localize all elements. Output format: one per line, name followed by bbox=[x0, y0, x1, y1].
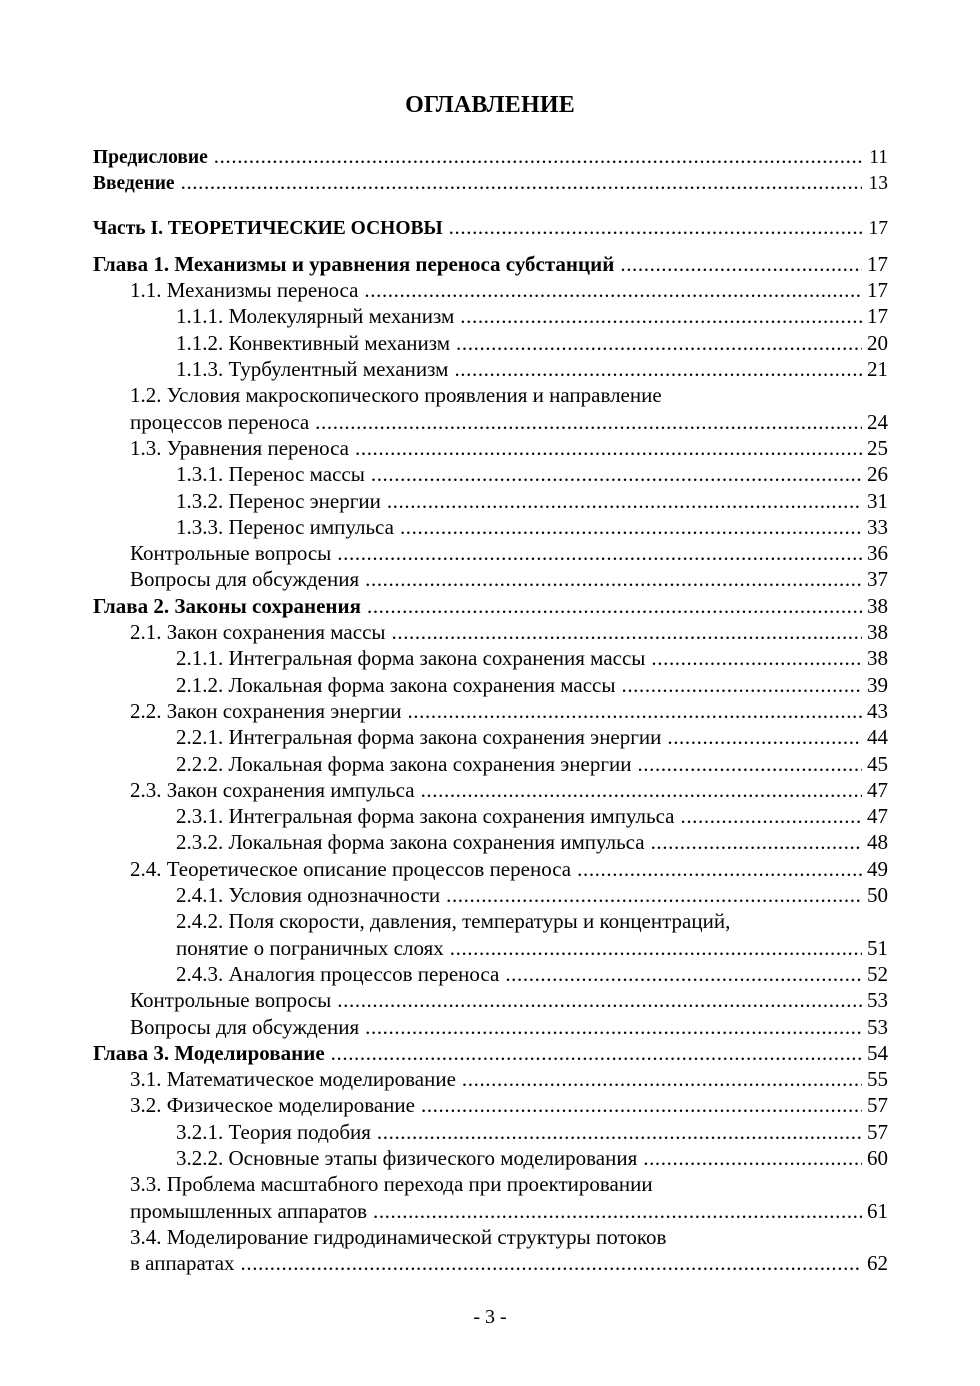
dot-leader bbox=[667, 724, 862, 750]
toc-page-number: 50 bbox=[867, 883, 888, 908]
toc-page-number: 45 bbox=[867, 751, 888, 776]
toc-entry bbox=[93, 961, 888, 987]
toc-page-number: 53 bbox=[867, 1014, 888, 1039]
toc-page-number: 49 bbox=[867, 856, 888, 881]
dot-leader bbox=[337, 540, 862, 566]
toc-page-number: 38 bbox=[867, 593, 888, 618]
toc-entry bbox=[93, 277, 888, 303]
dot-leader bbox=[621, 672, 862, 698]
toc-entry-text: Глава 2. Законы сохранения bbox=[93, 593, 361, 618]
toc-entry bbox=[93, 1224, 888, 1250]
toc-entry bbox=[93, 356, 888, 382]
toc-page-number: 57 bbox=[867, 1093, 888, 1118]
dot-leader bbox=[337, 987, 862, 1013]
toc-entry bbox=[93, 540, 888, 566]
toc-page-number: 47 bbox=[867, 777, 888, 802]
toc-page-number: 44 bbox=[867, 725, 888, 750]
dot-leader bbox=[392, 619, 863, 645]
dot-leader bbox=[355, 435, 862, 461]
toc-entry bbox=[93, 882, 888, 908]
toc-page-number: 17 bbox=[868, 217, 888, 239]
toc-entry bbox=[93, 1040, 888, 1066]
toc-entry-text: 3.2.1. Теория подобия bbox=[176, 1119, 371, 1144]
toc-entry-text: 2.4.3. Аналогия процессов переноса bbox=[176, 961, 500, 986]
dot-leader bbox=[505, 961, 862, 987]
toc-entry-text: 1.1. Механизмы переноса bbox=[130, 278, 359, 303]
toc-entry-text: 2.3. Закон сохранения импульса bbox=[130, 777, 415, 802]
dot-leader bbox=[181, 169, 862, 195]
toc-entry-text: в аппаратах bbox=[130, 1251, 235, 1276]
dot-leader bbox=[373, 1198, 862, 1224]
dot-leader bbox=[377, 1119, 862, 1145]
toc-page-number: 17 bbox=[867, 251, 888, 276]
toc-entry bbox=[93, 1250, 888, 1276]
toc-entry-text: 1.3.2. Перенос энергии bbox=[176, 488, 381, 513]
toc-entry-text: Глава 1. Механизмы и уравнения переноса субстанций bbox=[93, 251, 615, 276]
toc-entry-text: 2.1.1. Интегральная форма закона сохранения массы bbox=[176, 646, 646, 671]
toc-entry-text: 1.1.1. Молекулярный механизм bbox=[176, 304, 455, 329]
toc-entry bbox=[93, 566, 888, 592]
toc-page-number: 38 bbox=[867, 646, 888, 671]
toc-entry-text: 2.4.2. Поля скорости, давления, температуры и концентраций, bbox=[176, 909, 731, 934]
toc-page-number: 47 bbox=[867, 804, 888, 829]
toc-entry bbox=[93, 935, 888, 961]
toc-page-number: 62 bbox=[867, 1251, 888, 1276]
dot-leader bbox=[365, 1014, 862, 1040]
toc-page-number: 54 bbox=[867, 1040, 888, 1065]
toc-entry bbox=[93, 619, 888, 645]
toc-entry-text: 2.4. Теоретическое описание процессов переноса bbox=[130, 856, 572, 881]
toc-entry-text: 3.3. Проблема масштабного перехода при проектировании bbox=[130, 1172, 653, 1197]
toc-entry-text: 2.1. Закон сохранения массы bbox=[130, 620, 386, 645]
toc-entry bbox=[93, 1198, 888, 1224]
toc-entry-text: 3.2.2. Основные этапы физического моделирования bbox=[176, 1145, 638, 1170]
toc-entry-text: 1.2. Условия макроскопического проявления и направление bbox=[130, 383, 662, 408]
toc-entry-text: 1.3.1. Перенос массы bbox=[176, 462, 365, 487]
toc-entry bbox=[93, 593, 888, 619]
toc-entry-text: 2.3.1. Интегральная форма закона сохранения импульса bbox=[176, 804, 675, 829]
dot-leader bbox=[680, 803, 862, 829]
toc-entry bbox=[93, 214, 888, 240]
toc-entry-text: 2.2. Закон сохранения энергии bbox=[130, 698, 402, 723]
dot-leader bbox=[651, 645, 862, 671]
toc-page-number: 37 bbox=[867, 567, 888, 592]
toc-page-number: 55 bbox=[867, 1067, 888, 1092]
toc-entry-text: 1.3.3. Перенос импульса bbox=[176, 514, 394, 539]
dot-leader bbox=[620, 251, 862, 277]
toc-entry bbox=[93, 409, 888, 435]
toc-entry-text: 1.1.2. Конвективный механизм bbox=[176, 330, 451, 355]
toc-page-number: 11 bbox=[869, 147, 888, 168]
toc-page-number: 51 bbox=[867, 935, 888, 960]
dot-leader bbox=[421, 1092, 862, 1118]
toc-entry-text: 2.1.2. Локальная форма закона сохранения массы bbox=[176, 672, 616, 697]
toc-page-number: 43 bbox=[867, 698, 888, 723]
toc-entry bbox=[93, 1092, 888, 1118]
dot-leader bbox=[577, 856, 862, 882]
dot-leader bbox=[387, 488, 862, 514]
toc-page-number: 26 bbox=[867, 462, 888, 487]
toc-entry bbox=[93, 724, 888, 750]
toc-entry bbox=[93, 1014, 888, 1040]
dot-leader bbox=[450, 935, 862, 961]
toc-entry-text: Вопросы для обсуждения bbox=[130, 567, 360, 592]
page-title: ОГЛАВЛЕНИЕ bbox=[405, 92, 575, 118]
toc-entry-text: 2.2.2. Локальная форма закона сохранения энергии bbox=[176, 751, 632, 776]
dot-leader bbox=[367, 593, 862, 619]
toc-entry-text: Контрольные вопросы bbox=[130, 541, 332, 566]
dot-leader bbox=[421, 777, 862, 803]
toc-entry bbox=[93, 698, 888, 724]
toc-entry bbox=[93, 143, 888, 169]
toc-entry bbox=[93, 169, 888, 195]
toc-page-number: 21 bbox=[867, 357, 888, 382]
toc-entry-text: Предисловие bbox=[93, 147, 208, 168]
dot-leader bbox=[651, 829, 862, 855]
toc-entry-text: понятие о пограничных слоях bbox=[176, 935, 444, 960]
toc-page-number: 17 bbox=[867, 278, 888, 303]
toc-entry-text: 1.1.3. Турбулентный механизм bbox=[176, 357, 449, 382]
toc-page-number: 17 bbox=[867, 304, 888, 329]
toc-entry bbox=[93, 330, 888, 356]
toc-entry-text: процессов переноса bbox=[130, 409, 310, 434]
toc-entry-text: Глава 3. Моделирование bbox=[93, 1040, 325, 1065]
toc-entry-text: Вопросы для обсуждения bbox=[130, 1014, 360, 1039]
toc-page-number: 39 bbox=[867, 672, 888, 697]
dot-leader bbox=[407, 698, 862, 724]
dot-leader bbox=[446, 882, 862, 908]
toc-page-number: 61 bbox=[867, 1198, 888, 1223]
toc-entry bbox=[93, 1171, 888, 1197]
toc-entry bbox=[93, 645, 888, 671]
toc-page-number: 20 bbox=[867, 330, 888, 355]
dot-leader bbox=[214, 143, 862, 169]
toc-entry bbox=[93, 488, 888, 514]
toc-entry-text: 2.3.2. Локальная форма закона сохранения импульса bbox=[176, 830, 645, 855]
toc-entry-text: Часть I. ТЕОРЕТИЧЕСКИЕ ОСНОВЫ bbox=[93, 217, 443, 239]
toc-page-number: 25 bbox=[867, 435, 888, 460]
dot-leader bbox=[365, 566, 862, 592]
toc-page-number: 60 bbox=[867, 1145, 888, 1170]
toc-entry-text: 2.2.1. Интегральная форма закона сохранения энергии bbox=[176, 725, 662, 750]
dot-leader bbox=[400, 514, 862, 540]
toc-entry bbox=[93, 1119, 888, 1145]
dot-leader bbox=[449, 214, 862, 240]
toc-page-number: 48 bbox=[867, 830, 888, 855]
dot-leader bbox=[371, 461, 862, 487]
toc-page-number: 53 bbox=[867, 988, 888, 1013]
toc-page-number: 52 bbox=[867, 961, 888, 986]
toc-page-number: 38 bbox=[867, 620, 888, 645]
dot-leader bbox=[364, 277, 862, 303]
toc-entry-text: 3.4. Моделирование гидродинамической структуры потоков bbox=[130, 1224, 667, 1249]
toc-entry bbox=[93, 1145, 888, 1171]
table-of-contents bbox=[93, 143, 888, 1276]
toc-entry bbox=[93, 987, 888, 1013]
toc-entry bbox=[93, 435, 888, 461]
toc-entry bbox=[93, 908, 888, 934]
toc-entry bbox=[93, 461, 888, 487]
toc-page-number: 13 bbox=[868, 173, 888, 195]
toc-entry-text: промышленных аппаратов bbox=[130, 1198, 367, 1223]
toc-entry bbox=[93, 514, 888, 540]
dot-leader bbox=[315, 409, 862, 435]
toc-entry bbox=[93, 751, 888, 777]
toc-page-number: 36 bbox=[867, 541, 888, 566]
page-number-footer: - 3 - bbox=[473, 1306, 507, 1328]
dot-leader bbox=[456, 330, 862, 356]
toc-entry-text: Контрольные вопросы bbox=[130, 988, 332, 1013]
toc-entry bbox=[93, 777, 888, 803]
toc-entry-text: 1.3. Уравнения переноса bbox=[130, 435, 349, 460]
toc-entry bbox=[93, 856, 888, 882]
dot-leader bbox=[454, 356, 862, 382]
toc-entry-text: 3.2. Физическое моделирование bbox=[130, 1093, 415, 1118]
dot-leader bbox=[241, 1250, 862, 1276]
toc-page-number: 24 bbox=[867, 409, 888, 434]
dot-leader bbox=[462, 1066, 862, 1092]
dot-leader bbox=[637, 751, 862, 777]
toc-page-number: 33 bbox=[867, 514, 888, 539]
toc-entry bbox=[93, 382, 888, 408]
toc-entry bbox=[93, 1066, 888, 1092]
toc-entry-text: 3.1. Математическое моделирование bbox=[130, 1067, 456, 1092]
toc-entry bbox=[93, 829, 888, 855]
dot-leader bbox=[643, 1145, 862, 1171]
toc-entry bbox=[93, 303, 888, 329]
toc-entry bbox=[93, 803, 888, 829]
toc-entry-text: 2.4.1. Условия однозначности bbox=[176, 883, 441, 908]
dot-leader bbox=[460, 303, 862, 329]
toc-entry-text: Введение bbox=[93, 173, 175, 195]
toc-entry bbox=[93, 251, 888, 277]
toc-page-number: 31 bbox=[867, 488, 888, 513]
dot-leader bbox=[331, 1040, 862, 1066]
toc-entry bbox=[93, 672, 888, 698]
toc-page-number: 57 bbox=[867, 1119, 888, 1144]
